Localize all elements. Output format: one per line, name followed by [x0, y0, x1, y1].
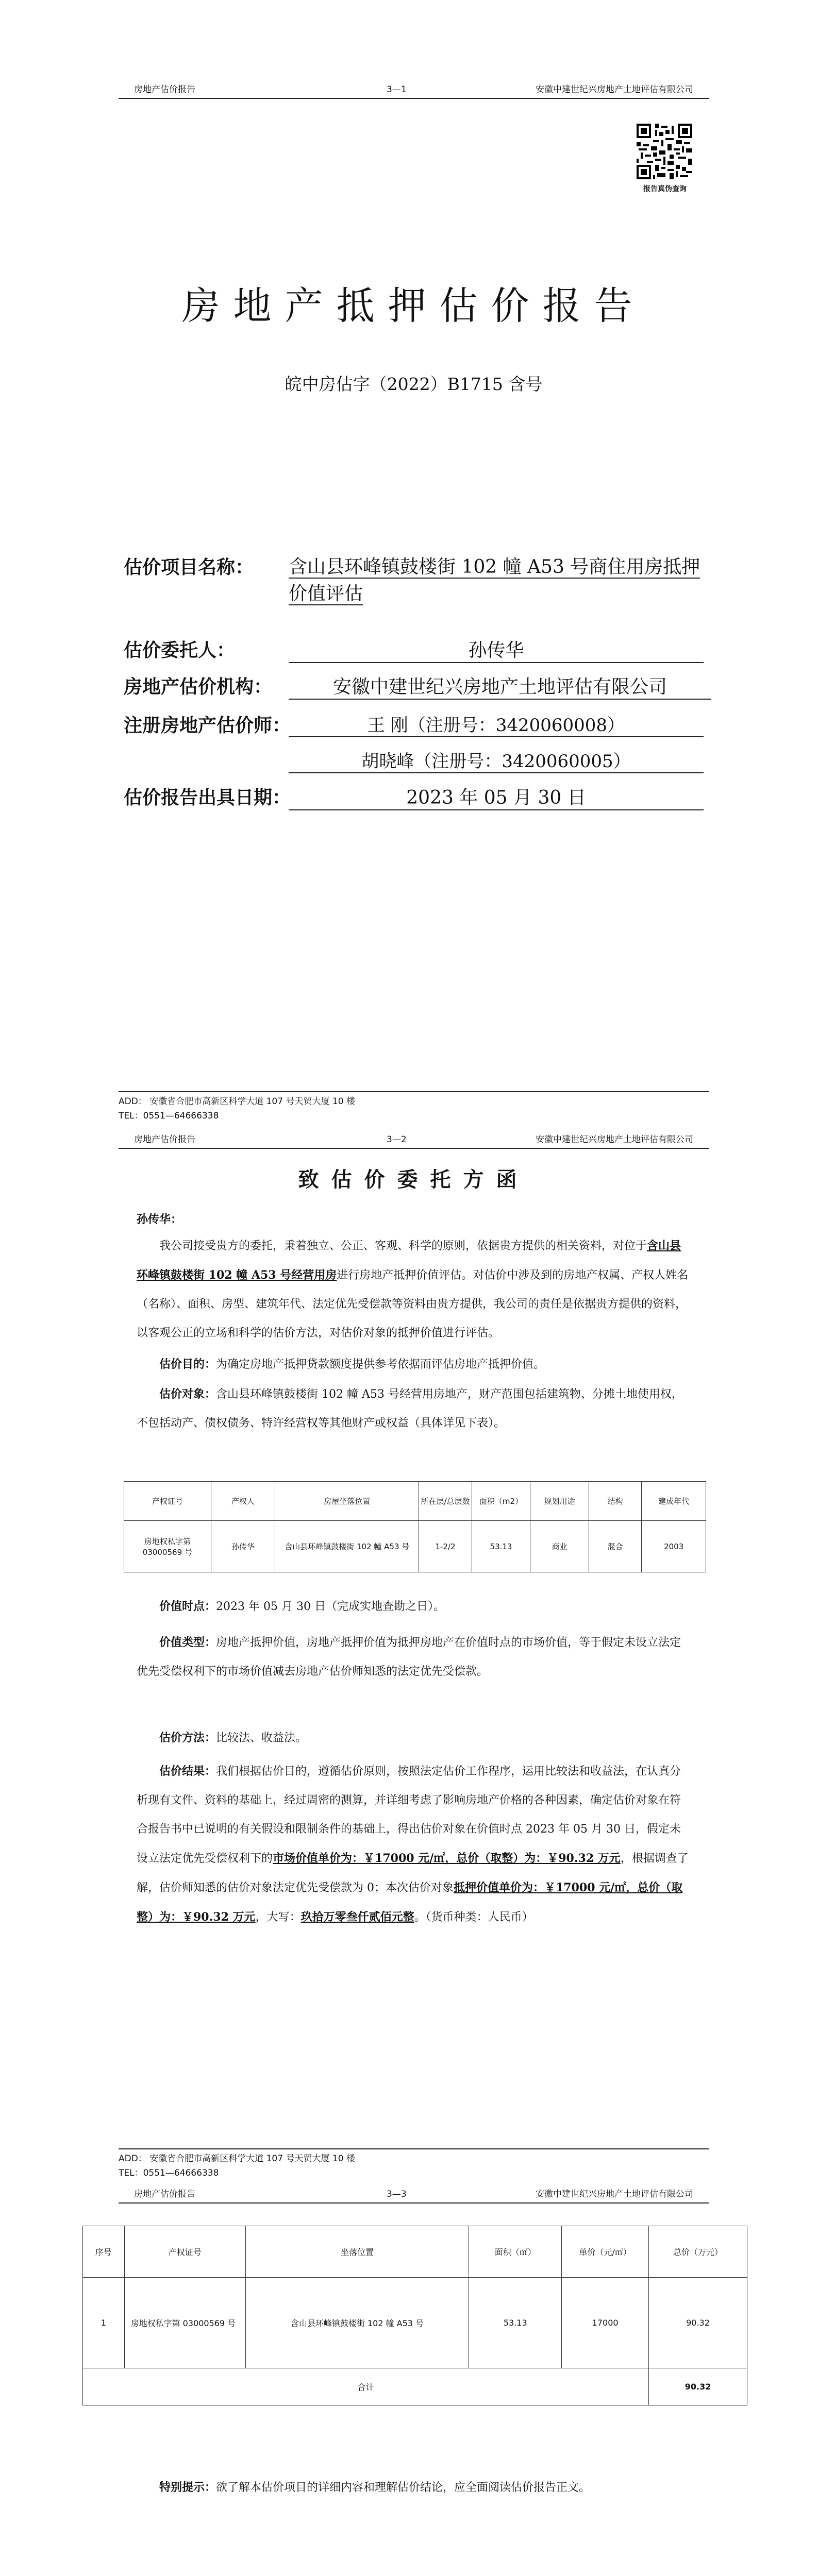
- result-paragraph: 估价结果：我们根据估价目的，遵循估价原则，按照法定估价工作程序，运用比较法和收益法，在认真分析现有文件、资料的基础上，经过周密的测算，并详细考虑了影响房地产价格的各种因素，确定估价对象在符合报告书中已说明的有关假设和限制条件的基础上，得出估价对象在价值时点 2023 年 05 月 30 日，假定未设立法定优先受偿权利下的市场价值单价为：￥17000 元/㎡，总价（取整）为：￥90.32 万元，根据调查了解，估价师知悉的估价对象法定优先受偿款为 0；本次估价对象抵押价值单价为：￥17000 元/㎡，总价（取整）为：￥90.32 万元，大写：玖拾万零叁仟贰佰元整。（货币种类：人民币）: [137, 1765, 689, 1924]
- appraiser-1-value: 王 刚（注册号：3420060008）: [289, 711, 704, 737]
- col-cert-no: 产权证号: [124, 2226, 245, 2278]
- col-unit-price: 单价（元/㎡）: [562, 2226, 649, 2278]
- page2-footer: [119, 2148, 709, 2180]
- footer-tel: TEL：0551—64666338: [119, 1111, 219, 1121]
- qr-caption: 报告真伪查询: [643, 185, 687, 193]
- salutation: 孙传华：: [137, 1213, 182, 1226]
- footer-address: ADD： 安徽省合肥市高新区科学大道 107 号天贸大厦 10 楼: [119, 2154, 355, 2164]
- qr-code-icon[interactable]: [637, 124, 692, 179]
- header-company: 安徽中建世纪兴房地产土地评估有限公司: [536, 1134, 693, 1145]
- property-table: [124, 1481, 706, 1572]
- value-in-words: 玖拾万零叁仟贰佰元整: [301, 1910, 414, 1924]
- purpose-paragraph: 估价目的：为确定房地产抵押贷款额度提供参考依据而评估房地产抵押价值。: [159, 1358, 545, 1371]
- header-company: 安徽中建世纪兴房地产土地评估有限公司: [536, 84, 693, 95]
- issue-date-label: 估价报告出具日期：: [124, 787, 291, 808]
- col-year: 建成年代: [642, 1482, 706, 1521]
- method-paragraph: 估价方法：比较法、收益法。: [159, 1731, 307, 1744]
- col-structure: 结构: [589, 1482, 642, 1521]
- col-use: 规划用途: [530, 1482, 589, 1521]
- object-paragraph: 估价对象：含山县环峰镇鼓楼街 102 幢 A53 号经营用房地产，财产范围包括建筑物、分摊土地使用权，不包括动产、债权债务、特许经营权等其他财产或权益（具体详见下表）。: [137, 1387, 683, 1430]
- mortgage-value: 抵押价值单价为：￥17000 元/㎡，总价（取整）为：￥90.32 万元: [137, 1881, 683, 1924]
- intro-paragraph: 我公司接受贵方的委托，秉着独立、公正、客观、科学的原则，依据贵方提供的相关资料，对位于含山县环峰镇鼓楼街 102 幢 A53 号经营用房进行房地产抵押价值评估。对估价中涉及到的房地产权属、产权人姓名（名称）、面积、房型、建筑年代、法定优先受偿款等资料由贵方提供，我公司的责任是依据贵方提供的资料，以客观公正的立场和科学的估价方法，对估价对象的抵押价值进行评估。: [137, 1239, 689, 1340]
- value-type-paragraph: 价值类型：房地产抵押价值，房地产抵押价值为抵押房地产在价值时点的市场价值，等于假定未设立法定优先受偿权利下的市场价值减去房地产估价师知悉的法定优先受偿款。: [137, 1636, 681, 1678]
- table-row: 房地权私字第 03000569 号 孙传华 含山县环峰镇鼓楼街 102 幢 A53 号 1-2/2 53.13 商业 混合 2003: [124, 1521, 706, 1572]
- client-label: 估价委托人：: [124, 639, 236, 661]
- header-left: 房地产估价报告: [134, 1134, 195, 1145]
- property-address: 含山县环峰镇鼓楼街 102 幢 A53 号经营用房: [137, 1239, 681, 1282]
- table-row: 1 房地权私字第 03000569 号 含山县环峰镇鼓楼街 102 幢 A53 号 53.13 17000 90.32: [83, 2278, 747, 2368]
- letter-title: 致估价委托方函: [298, 1167, 529, 1192]
- col-total-price: 总价（万元）: [649, 2226, 747, 2278]
- header-left: 房地产估价报告: [134, 2189, 195, 2199]
- page3-header: [119, 2182, 709, 2204]
- notice-paragraph: 特别提示：欲了解本估价项目的详细内容和理解估价结论，应全面阅读估价报告正文。: [159, 2481, 591, 2494]
- institution-label: 房地产估价机构：: [124, 676, 273, 698]
- page2-header: [119, 1127, 709, 1149]
- report-number: 皖中房估字（2022）B1715 含号: [285, 374, 543, 394]
- project-name-label: 估价项目名称：: [124, 556, 254, 578]
- market-value: 市场价值单价为：￥17000 元/㎡，总价（取整）为：￥90.32 万元: [273, 1852, 621, 1865]
- page1-header: [119, 77, 709, 99]
- col-location: 坐落位置: [245, 2226, 469, 2278]
- header-page-number: 3—1: [387, 84, 407, 95]
- client-value: 孙传华: [289, 636, 704, 663]
- issue-date-value: 2023 年 05 月 30 日: [289, 783, 704, 810]
- report-title: 房地产抵押估价报告: [181, 284, 646, 328]
- value-date-paragraph: 价值时点：2023 年 05 月 30 日（完成实地查勘之日）。: [159, 1600, 445, 1613]
- appraiser-2-value: 胡晓峰（注册号：3420060005）: [289, 747, 704, 773]
- col-floor: 所在层/总层数: [419, 1482, 472, 1521]
- header-left: 房地产估价报告: [134, 84, 195, 95]
- valuation-table: [82, 2226, 747, 2405]
- appraiser-label: 注册房地产估价师：: [124, 715, 291, 736]
- page1-footer: [119, 1091, 709, 1123]
- col-area: 面积（㎡）: [469, 2226, 562, 2278]
- col-location: 房屋坐落位置: [275, 1482, 419, 1521]
- col-owner: 产权人: [211, 1482, 275, 1521]
- footer-address: ADD： 安徽省合肥市高新区科学大道 107 号天贸大厦 10 楼: [119, 1096, 355, 1107]
- col-cert-no: 产权证号: [124, 1482, 211, 1521]
- col-seq: 序号: [83, 2226, 125, 2278]
- header-page-number: 3—2: [387, 1134, 407, 1145]
- col-area: 面积（m2）: [472, 1482, 530, 1521]
- header-company: 安徽中建世纪兴房地产土地评估有限公司: [536, 2189, 693, 2199]
- total-row: 合计 90.32: [83, 2368, 747, 2405]
- project-name-value: 含山县环峰镇鼓楼街 102 幢 A53 号商住用房抵押价值评估: [289, 556, 700, 604]
- footer-tel: TEL：0551—64666338: [119, 2168, 219, 2178]
- institution-value: 安徽中建世纪兴房地产土地评估有限公司: [289, 672, 711, 700]
- header-page-number: 3—3: [387, 2189, 407, 2199]
